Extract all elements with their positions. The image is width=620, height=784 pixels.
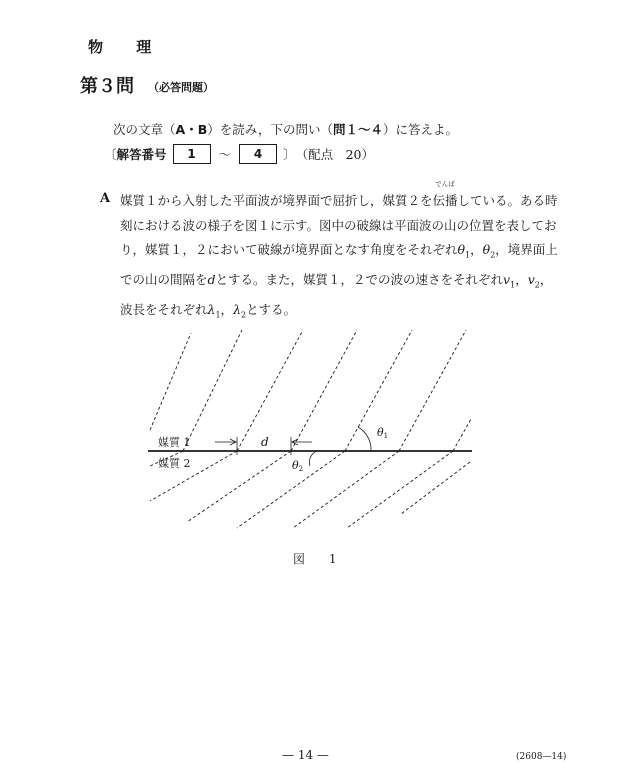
theta2-arc	[309, 451, 317, 466]
answer-box-first: 1	[173, 144, 211, 164]
page-code: (2608—14)	[516, 752, 567, 762]
answer-number-row: 〔 解答番号 1 〜 4 〕 （配点 20）	[104, 144, 374, 164]
wavefront-line	[399, 330, 466, 451]
answer-box-last: 4	[239, 144, 277, 164]
medium-2-label: 媒質 2	[158, 457, 191, 470]
wavefront-line	[237, 330, 303, 451]
theta1-label: θ1	[377, 426, 389, 440]
wavefront-line	[291, 330, 357, 451]
wavefront-line	[187, 451, 291, 522]
figure-caption: 図 1	[293, 552, 347, 566]
wavefront-line	[293, 451, 399, 528]
instructions: 次の文章（A・B）を読み，下の問い（問１〜４）に答えよ。	[113, 122, 459, 137]
question-title: 第３問	[80, 76, 134, 97]
wavefronts-medium-2	[150, 451, 470, 528]
d-label: d	[261, 435, 269, 449]
ruby-denpa: でんぱ 伝播	[432, 180, 458, 208]
section-a-text: 媒質１から入射した平面波が境界面で屈折し，媒質２を でんぱ 伝播している。ある時 刻における波の様子を図１に示す。図中の破線は平面波の山の位置を表してお り，媒質１，２において破線が境界面となす角度をそれぞれ$\theta_1$，$\theta_2$，境界面上 での山の間隔をdとする。また，媒質１，２での波の速さをそれぞれ$v_1$，$v_2$， 波長をそれぞれ$\lambda_1$，$\lambda_2$とする。	[120, 180, 558, 320]
medium-1-label: 媒質 1	[158, 436, 191, 449]
page-number: — 14 —	[282, 748, 329, 762]
wavefront-line	[453, 419, 471, 451]
wavefront-line	[183, 330, 242, 451]
points-label: （配点 20）	[295, 147, 374, 162]
wavefronts-medium-1	[150, 330, 471, 451]
refraction-figure	[140, 325, 480, 545]
subject-title: 物 理	[88, 38, 166, 56]
question-note: （必答問題）	[148, 81, 214, 94]
answer-number-label: 解答番号	[116, 147, 167, 162]
theta2-label: θ2	[292, 459, 304, 473]
theta1-arc	[358, 427, 371, 451]
wavefront-line	[347, 451, 453, 528]
wavefront-line	[237, 451, 345, 528]
wavefront-line	[401, 462, 470, 514]
wavefront-line	[150, 333, 191, 430]
section-a-label: A	[100, 191, 111, 206]
